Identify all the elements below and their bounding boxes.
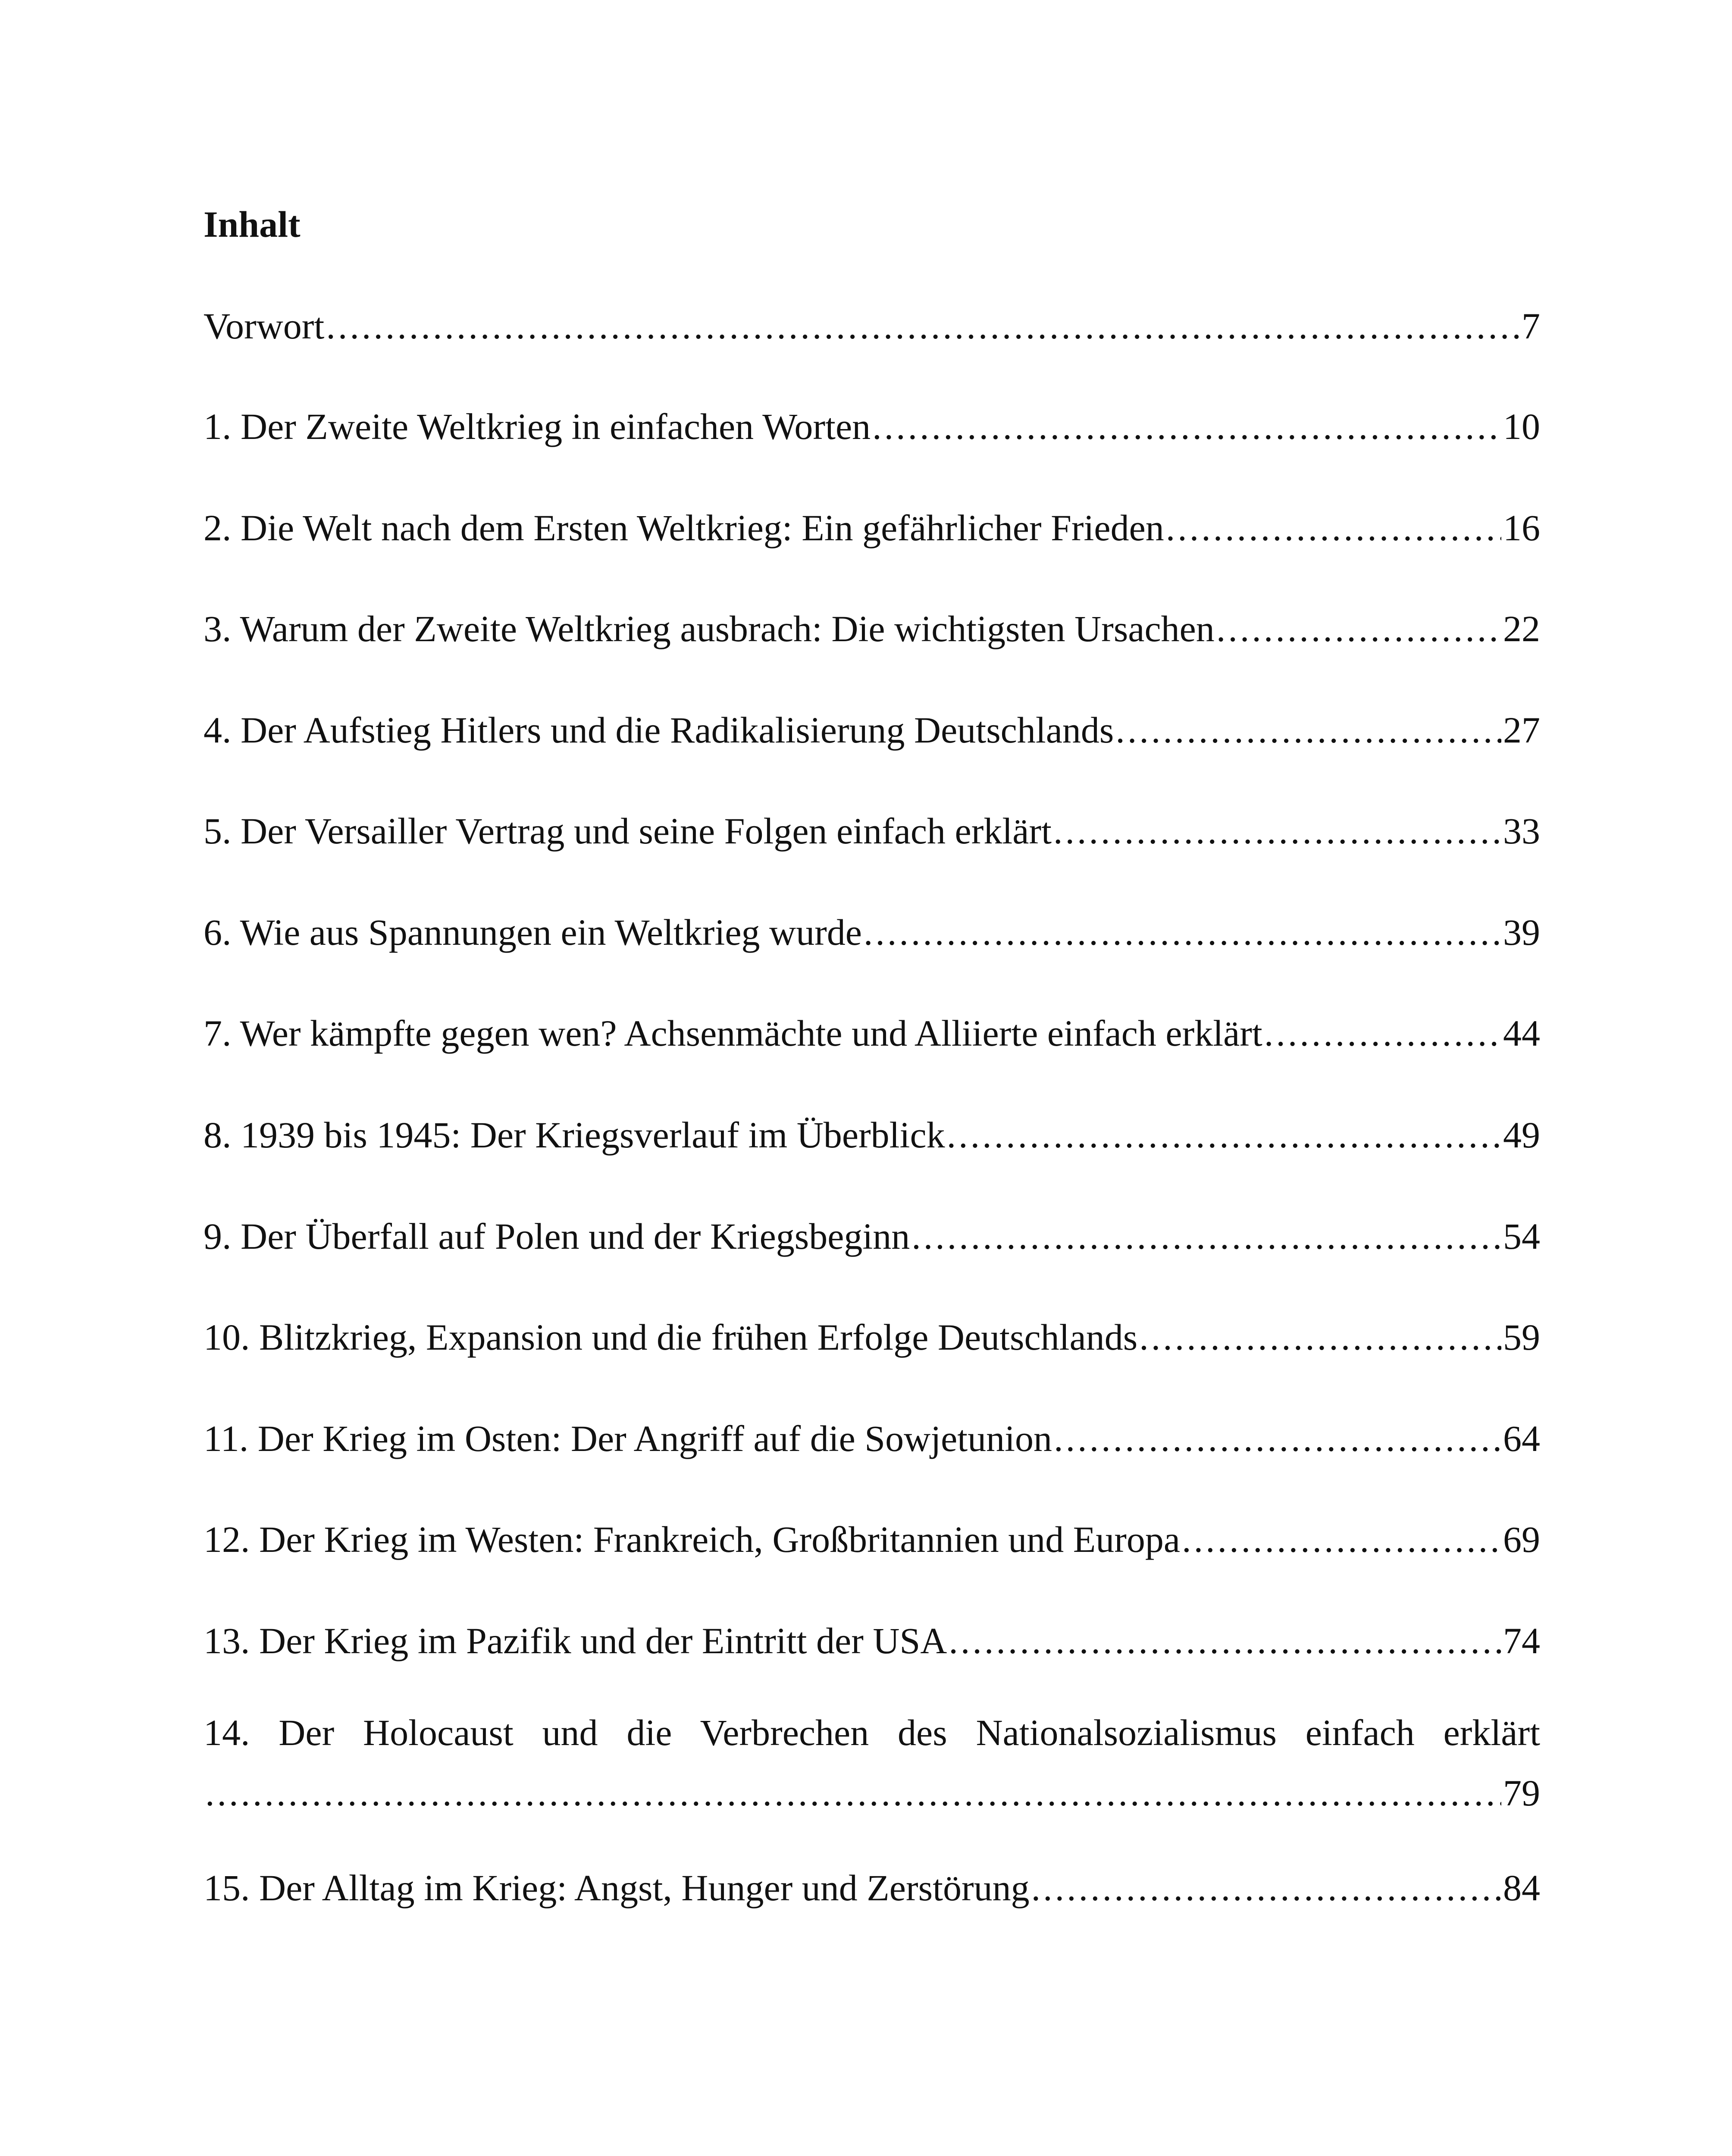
dot-leader xyxy=(326,304,1520,348)
toc-heading: Inhalt xyxy=(204,204,301,245)
dot-leader xyxy=(949,1619,1501,1662)
toc-entry-page-number: 27 xyxy=(1503,709,1540,751)
dot-leader xyxy=(1115,708,1501,752)
toc-entry-title: 5. Der Versailler Vertrag und seine Folgen einfach erklärt xyxy=(204,810,1052,852)
toc-entry-page-number: 69 xyxy=(1503,1519,1540,1560)
toc-entry-title: 8. 1939 bis 1945: Der Kriegsverlauf im Überblick xyxy=(204,1114,945,1156)
toc-entry-title: 15. Der Alltag im Krieg: Angst, Hunger und Zerstörung xyxy=(204,1867,1030,1908)
toc-entry-title: 10. Blitzkrieg, Expansion und die frühen Erfolge Deutschlands xyxy=(204,1316,1138,1358)
toc-entry[interactable] xyxy=(204,405,1540,448)
dot-leader xyxy=(1031,1866,1501,1909)
toc-entry[interactable] xyxy=(204,1215,1540,1258)
toc-entry[interactable] xyxy=(204,304,1540,348)
toc-entry[interactable] xyxy=(204,1711,1540,1814)
toc-entry-page-number: 22 xyxy=(1503,608,1540,649)
toc-entry-title: 2. Die Welt nach dem Ersten Weltkrieg: Ein gefährlicher Frieden xyxy=(204,507,1164,548)
toc-entry-title: 3. Warum der Zweite Weltkrieg ausbrach: Die wichtigsten Ursachen xyxy=(204,608,1215,649)
toc-entry[interactable] xyxy=(204,1012,1540,1055)
dot-leader xyxy=(1264,1012,1501,1055)
toc-entry-title: 13. Der Krieg im Pazifik und der Eintritt der USA xyxy=(204,1620,947,1661)
toc-entry[interactable] xyxy=(204,1316,1540,1359)
toc-entry-title: 6. Wie aus Spannungen ein Weltkrieg wurde xyxy=(204,912,862,953)
toc-entry-title: 14. Der Holocaust und die Verbrechen des Nationalsozialismus einfach erklärt xyxy=(204,1712,1540,1753)
toc-entry-title: 9. Der Überfall auf Polen und der Kriegsbeginn xyxy=(204,1216,910,1257)
toc-entry[interactable] xyxy=(204,1113,1540,1156)
toc-entry-page-number: 74 xyxy=(1503,1620,1540,1661)
dot-leader xyxy=(1166,506,1501,549)
toc-entry-title: Vorwort xyxy=(204,305,325,347)
toc-entry-page-number: 54 xyxy=(1503,1216,1540,1257)
toc-entry-title: 7. Wer kämpfte gegen wen? Achsenmächte und Alliierte einfach erklärt xyxy=(204,1012,1262,1054)
toc-entry-page-number: 49 xyxy=(1503,1114,1540,1156)
dot-leader xyxy=(1139,1316,1501,1359)
toc-entry-page-number: 59 xyxy=(1503,1316,1540,1358)
toc-entry[interactable] xyxy=(204,911,1540,954)
toc-entry-title: 12. Der Krieg im Westen: Frankreich, Großbritannien und Europa xyxy=(204,1519,1181,1560)
toc-entry[interactable] xyxy=(204,708,1540,752)
toc-entry-page-number: 84 xyxy=(1503,1867,1540,1908)
toc-entry-page-number: 7 xyxy=(1522,305,1540,347)
toc-entry[interactable] xyxy=(204,1417,1540,1460)
toc-entry-page-number: 64 xyxy=(1503,1418,1540,1459)
dot-leader xyxy=(1182,1518,1501,1561)
toc-entry-title: 11. Der Krieg im Osten: Der Angriff auf die Sowjetunion xyxy=(204,1418,1052,1459)
dot-leader xyxy=(1216,607,1501,650)
toc-entry[interactable] xyxy=(204,506,1540,549)
dot-leader xyxy=(872,405,1501,448)
table-of-contents xyxy=(204,203,1540,1908)
toc-entry[interactable] xyxy=(204,809,1540,852)
dot-leader xyxy=(1053,809,1501,852)
toc-entry-page-number: 79 xyxy=(1503,1772,1540,1814)
dot-leader xyxy=(1054,1417,1501,1460)
toc-entry-title: 4. Der Aufstieg Hitlers und die Radikalisierung Deutschlands xyxy=(204,709,1114,751)
toc-entry-leader-line xyxy=(204,1771,1540,1814)
toc-entry[interactable] xyxy=(204,1619,1540,1662)
toc-entry-page-number: 33 xyxy=(1503,810,1540,852)
dot-leader xyxy=(864,911,1501,954)
dot-leader xyxy=(205,1771,1501,1814)
toc-entry[interactable] xyxy=(204,607,1540,650)
toc-entry[interactable] xyxy=(204,1866,1540,1909)
toc-entry-page-number: 44 xyxy=(1503,1012,1540,1054)
toc-entry-page-number: 10 xyxy=(1503,406,1540,447)
dot-leader xyxy=(911,1215,1501,1258)
toc-entry-page-number: 39 xyxy=(1503,912,1540,953)
dot-leader xyxy=(947,1113,1501,1156)
toc-entry-title: 1. Der Zweite Weltkrieg in einfachen Worten xyxy=(204,406,871,447)
toc-entry[interactable] xyxy=(204,1518,1540,1561)
toc-entry-page-number: 16 xyxy=(1503,507,1540,548)
